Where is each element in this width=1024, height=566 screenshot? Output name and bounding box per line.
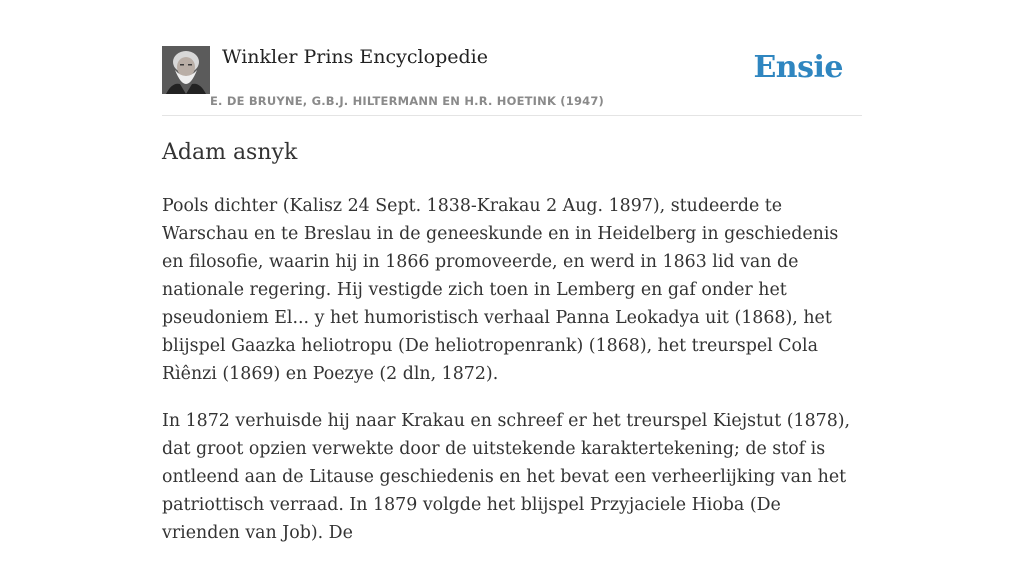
source-authors: E. DE BRUYNE, G.B.J. HILTERMANN EN H.R. HOETINK (1947) bbox=[210, 94, 605, 108]
brand-logo[interactable]: Ensie bbox=[753, 50, 843, 85]
article-paragraph: In 1872 verhuisde hij naar Krakau en schreef er het treurspel Kiejstut (1878), dat groot opzien verwekte door de uitstekende karaktertekening; de stof is ontleend aan de Litause geschiedenis en het bevat een verheerlijking van het patriottisch verraad. In 1879 volgde het blijspel Przyjaciele Hioba (De vrienden van Job). De bbox=[162, 411, 851, 543]
source-title[interactable]: Winkler Prins Encyclopedie bbox=[222, 46, 488, 68]
article-paragraph: Pools dichter (Kalisz 24 Sept. 1838-Krakau 2 Aug. 1897), studeerde te Warschau en te Breslau in de geneeskunde en in Heidelberg in geschiedenis en filosofie, waarin hij in 1866 promoveerde, en werd in 1863 lid van de nationale regering. Hij vestigde zich toen in Lemberg en gaf onder het pseudoniem El... y het humoristisch verhaal Panna Leokadya uit (1868), het blijspel Gaazka heliotropu (De heliotropenrank) (1868), het treurspel Cola Rìênzi (1869) en Poezye (2 dln, 1872). bbox=[162, 196, 839, 384]
source-header bbox=[162, 0, 862, 116]
article-body bbox=[162, 192, 862, 566]
author-avatar[interactable] bbox=[162, 46, 210, 94]
content-container bbox=[162, 0, 862, 543]
article-title: Adam asnyk bbox=[162, 140, 298, 165]
